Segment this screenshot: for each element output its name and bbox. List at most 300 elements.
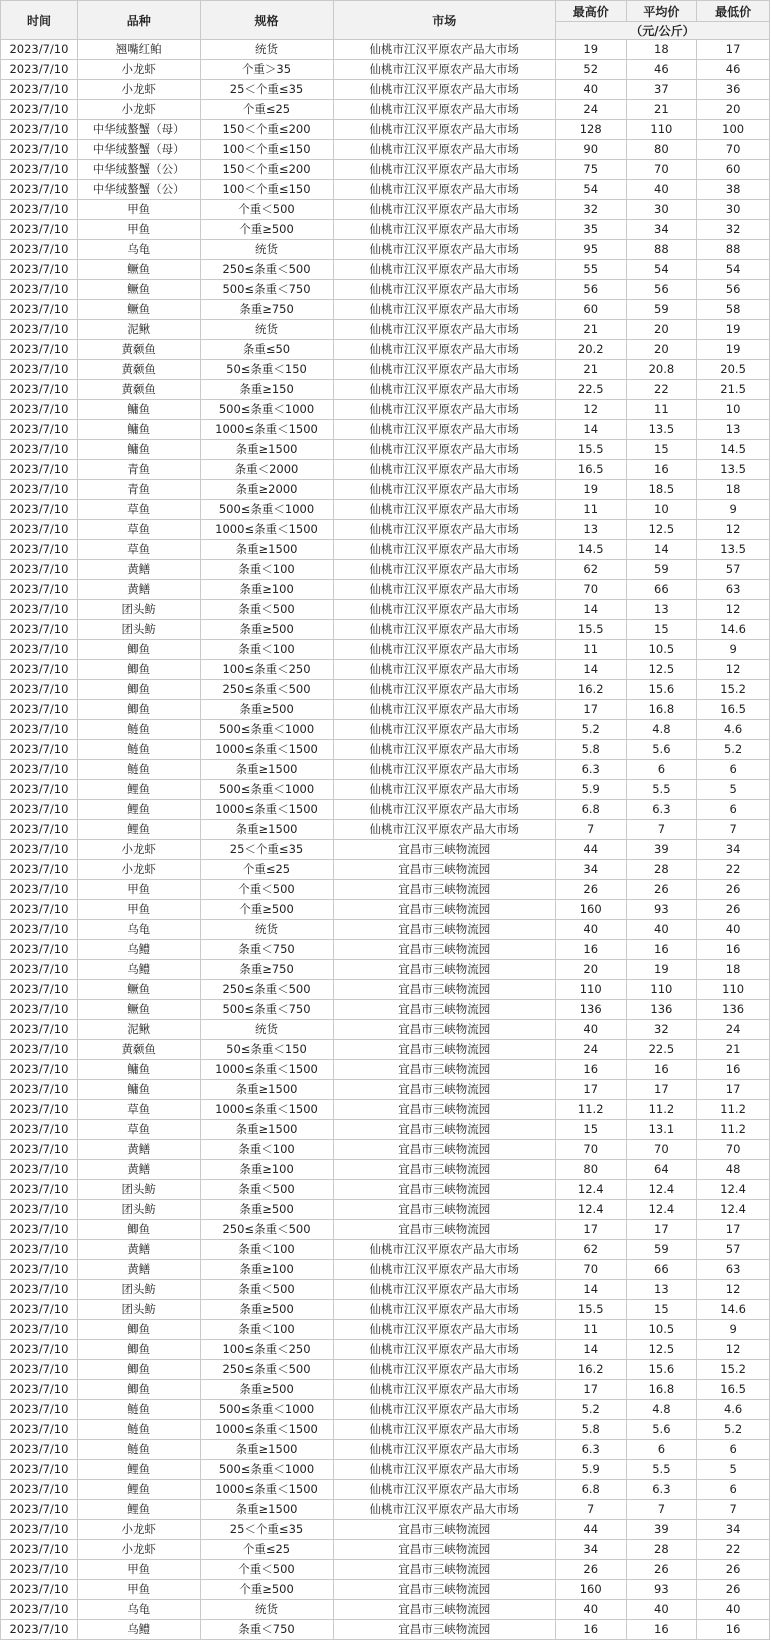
cell-max-price: 5.9: [555, 1460, 626, 1480]
table-row: [1, 440, 770, 460]
cell-max-price: 5.2: [555, 720, 626, 740]
cell-time: 2023/7/10: [1, 700, 78, 720]
cell-time: 2023/7/10: [1, 1140, 78, 1160]
cell-time: 2023/7/10: [1, 1120, 78, 1140]
cell-spec: 条重≥750: [200, 960, 333, 980]
cell-avg-price: 4.8: [626, 720, 697, 740]
cell-variety: 黄鳝: [77, 1140, 200, 1160]
cell-max-price: 35: [555, 220, 626, 240]
cell-time: 2023/7/10: [1, 340, 78, 360]
cell-min-price: 16: [697, 1620, 770, 1640]
cell-max-price: 6.8: [555, 800, 626, 820]
table-row: [1, 640, 770, 660]
cell-spec: 100≤条重＜250: [200, 660, 333, 680]
cell-min-price: 20.5: [697, 360, 770, 380]
cell-spec: 500≤条重＜1000: [200, 400, 333, 420]
table-row: [1, 420, 770, 440]
cell-time: 2023/7/10: [1, 860, 78, 880]
cell-market: 仙桃市江汉平原农产品大市场: [333, 480, 555, 500]
cell-spec: 条重≥100: [200, 580, 333, 600]
cell-max-price: 5.2: [555, 1400, 626, 1420]
cell-max-price: 14: [555, 660, 626, 680]
cell-max-price: 17: [555, 700, 626, 720]
cell-min-price: 16.5: [697, 1380, 770, 1400]
cell-market: 宜昌市三峡物流园: [333, 1040, 555, 1060]
cell-max-price: 136: [555, 1000, 626, 1020]
cell-min-price: 38: [697, 180, 770, 200]
table-header: [1, 1, 770, 40]
table-row: [1, 860, 770, 880]
cell-market: 仙桃市江汉平原农产品大市场: [333, 440, 555, 460]
cell-variety: 团头鲂: [77, 620, 200, 640]
cell-max-price: 70: [555, 1260, 626, 1280]
table-row: [1, 660, 770, 680]
table-row: [1, 480, 770, 500]
cell-avg-price: 80: [626, 140, 697, 160]
cell-time: 2023/7/10: [1, 140, 78, 160]
cell-avg-price: 18: [626, 40, 697, 60]
cell-time: 2023/7/10: [1, 60, 78, 80]
cell-max-price: 20: [555, 960, 626, 980]
cell-avg-price: 4.8: [626, 1400, 697, 1420]
cell-variety: 鳙鱼: [77, 440, 200, 460]
cell-variety: 草鱼: [77, 540, 200, 560]
cell-avg-price: 93: [626, 900, 697, 920]
cell-time: 2023/7/10: [1, 240, 78, 260]
cell-variety: 团头鲂: [77, 1200, 200, 1220]
cell-min-price: 18: [697, 960, 770, 980]
cell-time: 2023/7/10: [1, 520, 78, 540]
cell-spec: 条重≥500: [200, 1380, 333, 1400]
cell-avg-price: 18.5: [626, 480, 697, 500]
cell-spec: 条重＜750: [200, 1620, 333, 1640]
cell-variety: 鳙鱼: [77, 420, 200, 440]
cell-time: 2023/7/10: [1, 1400, 78, 1420]
cell-avg-price: 16.8: [626, 1380, 697, 1400]
cell-market: 仙桃市江汉平原农产品大市场: [333, 500, 555, 520]
table-row: [1, 340, 770, 360]
cell-variety: 翘嘴红鲌: [77, 40, 200, 60]
cell-max-price: 11: [555, 640, 626, 660]
cell-min-price: 7: [697, 820, 770, 840]
cell-market: 仙桃市江汉平原农产品大市场: [333, 780, 555, 800]
cell-time: 2023/7/10: [1, 1280, 78, 1300]
cell-avg-price: 26: [626, 880, 697, 900]
cell-spec: 条重＜500: [200, 600, 333, 620]
cell-variety: 甲鱼: [77, 880, 200, 900]
cell-variety: 鲫鱼: [77, 660, 200, 680]
cell-max-price: 6.8: [555, 1480, 626, 1500]
cell-max-price: 15.5: [555, 440, 626, 460]
cell-market: 仙桃市江汉平原农产品大市场: [333, 580, 555, 600]
cell-max-price: 16: [555, 1060, 626, 1080]
cell-spec: 条重≥1500: [200, 1120, 333, 1140]
cell-min-price: 57: [697, 1240, 770, 1260]
cell-market: 仙桃市江汉平原农产品大市场: [333, 760, 555, 780]
table-row: [1, 1300, 770, 1320]
cell-variety: 团头鲂: [77, 1280, 200, 1300]
cell-max-price: 34: [555, 1540, 626, 1560]
cell-avg-price: 13.5: [626, 420, 697, 440]
cell-time: 2023/7/10: [1, 40, 78, 60]
cell-time: 2023/7/10: [1, 680, 78, 700]
cell-variety: 鲫鱼: [77, 1220, 200, 1240]
cell-time: 2023/7/10: [1, 260, 78, 280]
table-row: [1, 940, 770, 960]
cell-time: 2023/7/10: [1, 760, 78, 780]
cell-market: 仙桃市江汉平原农产品大市场: [333, 200, 555, 220]
cell-market: 仙桃市江汉平原农产品大市场: [333, 680, 555, 700]
cell-min-price: 136: [697, 1000, 770, 1020]
cell-spec: 500≤条重＜750: [200, 1000, 333, 1020]
cell-max-price: 16: [555, 940, 626, 960]
cell-market: 宜昌市三峡物流园: [333, 840, 555, 860]
cell-variety: 鲤鱼: [77, 820, 200, 840]
cell-spec: 500≤条重＜1000: [200, 1400, 333, 1420]
cell-time: 2023/7/10: [1, 1540, 78, 1560]
cell-time: 2023/7/10: [1, 740, 78, 760]
cell-min-price: 56: [697, 280, 770, 300]
cell-avg-price: 12.5: [626, 1340, 697, 1360]
cell-variety: 鳙鱼: [77, 400, 200, 420]
cell-variety: 草鱼: [77, 500, 200, 520]
cell-avg-price: 22: [626, 380, 697, 400]
cell-avg-price: 5.5: [626, 1460, 697, 1480]
table-row: [1, 360, 770, 380]
cell-avg-price: 20: [626, 320, 697, 340]
cell-variety: 小龙虾: [77, 840, 200, 860]
table-row: [1, 680, 770, 700]
cell-avg-price: 136: [626, 1000, 697, 1020]
cell-time: 2023/7/10: [1, 160, 78, 180]
cell-min-price: 26: [697, 880, 770, 900]
table-row: [1, 780, 770, 800]
cell-min-price: 17: [697, 40, 770, 60]
cell-spec: 条重＜500: [200, 1280, 333, 1300]
cell-spec: 个重＞35: [200, 60, 333, 80]
cell-time: 2023/7/10: [1, 1560, 78, 1580]
table-row: [1, 1440, 770, 1460]
cell-market: 仙桃市江汉平原农产品大市场: [333, 460, 555, 480]
cell-variety: 小龙虾: [77, 860, 200, 880]
cell-time: 2023/7/10: [1, 480, 78, 500]
cell-max-price: 20.2: [555, 340, 626, 360]
cell-time: 2023/7/10: [1, 900, 78, 920]
cell-avg-price: 64: [626, 1160, 697, 1180]
cell-market: 仙桃市江汉平原农产品大市场: [333, 720, 555, 740]
table-row: [1, 1360, 770, 1380]
cell-market: 仙桃市江汉平原农产品大市场: [333, 640, 555, 660]
cell-variety: 甲鱼: [77, 220, 200, 240]
cell-spec: 条重≤50: [200, 340, 333, 360]
cell-min-price: 26: [697, 900, 770, 920]
cell-spec: 条重≥1500: [200, 820, 333, 840]
cell-market: 宜昌市三峡物流园: [333, 1520, 555, 1540]
table-row: [1, 720, 770, 740]
cell-max-price: 6.3: [555, 1440, 626, 1460]
cell-variety: 中华绒螯蟹（母）: [77, 140, 200, 160]
cell-market: 仙桃市江汉平原农产品大市场: [333, 1280, 555, 1300]
cell-max-price: 62: [555, 1240, 626, 1260]
cell-avg-price: 30: [626, 200, 697, 220]
cell-variety: 黄鳝: [77, 1260, 200, 1280]
cell-time: 2023/7/10: [1, 1340, 78, 1360]
header-spec: 规格: [200, 1, 333, 40]
table-row: [1, 600, 770, 620]
cell-min-price: 10: [697, 400, 770, 420]
cell-market: 仙桃市江汉平原农产品大市场: [333, 100, 555, 120]
cell-max-price: 75: [555, 160, 626, 180]
cell-max-price: 62: [555, 560, 626, 580]
cell-spec: 条重≥150: [200, 380, 333, 400]
cell-variety: 鳜鱼: [77, 1000, 200, 1020]
cell-time: 2023/7/10: [1, 920, 78, 940]
cell-spec: 250≤条重＜500: [200, 1220, 333, 1240]
cell-variety: 小龙虾: [77, 80, 200, 100]
cell-max-price: 22.5: [555, 380, 626, 400]
cell-spec: 250≤条重＜500: [200, 1360, 333, 1380]
table-row: [1, 1260, 770, 1280]
cell-variety: 鳜鱼: [77, 280, 200, 300]
cell-time: 2023/7/10: [1, 940, 78, 960]
cell-min-price: 7: [697, 1500, 770, 1520]
cell-variety: 小龙虾: [77, 1540, 200, 1560]
cell-avg-price: 12.5: [626, 660, 697, 680]
cell-market: 仙桃市江汉平原农产品大市场: [333, 1360, 555, 1380]
table-row: [1, 100, 770, 120]
cell-min-price: 34: [697, 840, 770, 860]
cell-spec: 1000≤条重＜1500: [200, 1060, 333, 1080]
table-row: [1, 1140, 770, 1160]
cell-spec: 500≤条重＜1000: [200, 1460, 333, 1480]
cell-variety: 鲤鱼: [77, 1460, 200, 1480]
cell-spec: 条重≥1500: [200, 1080, 333, 1100]
cell-max-price: 52: [555, 60, 626, 80]
table-row: [1, 560, 770, 580]
cell-max-price: 17: [555, 1380, 626, 1400]
cell-variety: 团头鲂: [77, 600, 200, 620]
header-max-price: 最高价: [555, 1, 626, 22]
cell-variety: 甲鱼: [77, 1580, 200, 1600]
cell-market: 仙桃市江汉平原农产品大市场: [333, 660, 555, 680]
cell-variety: 小龙虾: [77, 100, 200, 120]
cell-spec: 条重＜500: [200, 1180, 333, 1200]
cell-avg-price: 32: [626, 1020, 697, 1040]
cell-avg-price: 12.4: [626, 1180, 697, 1200]
table-row: [1, 160, 770, 180]
cell-min-price: 16: [697, 940, 770, 960]
cell-market: 宜昌市三峡物流园: [333, 880, 555, 900]
cell-min-price: 63: [697, 1260, 770, 1280]
cell-time: 2023/7/10: [1, 1160, 78, 1180]
cell-variety: 甲鱼: [77, 1560, 200, 1580]
cell-time: 2023/7/10: [1, 1600, 78, 1620]
cell-time: 2023/7/10: [1, 380, 78, 400]
cell-spec: 250≤条重＜500: [200, 680, 333, 700]
cell-time: 2023/7/10: [1, 840, 78, 860]
cell-variety: 团头鲂: [77, 1300, 200, 1320]
cell-spec: 个重≤25: [200, 100, 333, 120]
cell-max-price: 26: [555, 880, 626, 900]
cell-market: 宜昌市三峡物流园: [333, 1580, 555, 1600]
cell-variety: 鳜鱼: [77, 980, 200, 1000]
cell-spec: 250≤条重＜500: [200, 260, 333, 280]
cell-avg-price: 110: [626, 980, 697, 1000]
cell-market: 宜昌市三峡物流园: [333, 1600, 555, 1620]
cell-time: 2023/7/10: [1, 1580, 78, 1600]
table-row: [1, 240, 770, 260]
cell-spec: 1000≤条重＜1500: [200, 800, 333, 820]
cell-max-price: 7: [555, 820, 626, 840]
cell-max-price: 55: [555, 260, 626, 280]
cell-max-price: 34: [555, 860, 626, 880]
cell-avg-price: 20.8: [626, 360, 697, 380]
cell-market: 仙桃市江汉平原农产品大市场: [333, 340, 555, 360]
cell-variety: 草鱼: [77, 1120, 200, 1140]
cell-time: 2023/7/10: [1, 460, 78, 480]
cell-max-price: 5.8: [555, 1420, 626, 1440]
cell-market: 宜昌市三峡物流园: [333, 920, 555, 940]
cell-market: 仙桃市江汉平原农产品大市场: [333, 1340, 555, 1360]
cell-spec: 条重≥1500: [200, 1500, 333, 1520]
table-row: [1, 380, 770, 400]
cell-market: 宜昌市三峡物流园: [333, 860, 555, 880]
cell-time: 2023/7/10: [1, 320, 78, 340]
table-row: [1, 760, 770, 780]
cell-avg-price: 19: [626, 960, 697, 980]
cell-market: 仙桃市江汉平原农产品大市场: [333, 1500, 555, 1520]
cell-min-price: 22: [697, 860, 770, 880]
cell-spec: 统货: [200, 920, 333, 940]
cell-min-price: 4.6: [697, 1400, 770, 1420]
cell-max-price: 40: [555, 1600, 626, 1620]
cell-market: 宜昌市三峡物流园: [333, 1000, 555, 1020]
cell-variety: 黄鳝: [77, 1240, 200, 1260]
cell-avg-price: 6: [626, 1440, 697, 1460]
table-row: [1, 820, 770, 840]
cell-max-price: 16.2: [555, 1360, 626, 1380]
table-row: [1, 1380, 770, 1400]
cell-max-price: 40: [555, 80, 626, 100]
cell-time: 2023/7/10: [1, 1260, 78, 1280]
table-row: [1, 60, 770, 80]
cell-variety: 泥鳅: [77, 1020, 200, 1040]
cell-time: 2023/7/10: [1, 580, 78, 600]
cell-time: 2023/7/10: [1, 1480, 78, 1500]
cell-spec: 个重＜500: [200, 880, 333, 900]
table-row: [1, 1220, 770, 1240]
cell-spec: 100＜个重≤150: [200, 140, 333, 160]
cell-time: 2023/7/10: [1, 1320, 78, 1340]
cell-variety: 黄颡鱼: [77, 380, 200, 400]
table-row: [1, 1520, 770, 1540]
cell-spec: 条重≥750: [200, 300, 333, 320]
cell-max-price: 5.8: [555, 740, 626, 760]
cell-min-price: 9: [697, 500, 770, 520]
cell-min-price: 32: [697, 220, 770, 240]
table-row: [1, 1200, 770, 1220]
cell-avg-price: 34: [626, 220, 697, 240]
cell-avg-price: 10.5: [626, 640, 697, 660]
cell-spec: 条重＜100: [200, 1240, 333, 1260]
cell-time: 2023/7/10: [1, 420, 78, 440]
cell-time: 2023/7/10: [1, 440, 78, 460]
cell-market: 仙桃市江汉平原农产品大市场: [333, 1240, 555, 1260]
cell-time: 2023/7/10: [1, 780, 78, 800]
cell-variety: 鲢鱼: [77, 760, 200, 780]
cell-max-price: 11.2: [555, 1100, 626, 1120]
cell-max-price: 160: [555, 1580, 626, 1600]
cell-min-price: 30: [697, 200, 770, 220]
cell-spec: 个重≤25: [200, 860, 333, 880]
table-row: [1, 320, 770, 340]
cell-avg-price: 5.6: [626, 740, 697, 760]
cell-max-price: 14.5: [555, 540, 626, 560]
cell-variety: 鲢鱼: [77, 1440, 200, 1460]
cell-avg-price: 37: [626, 80, 697, 100]
cell-spec: 条重＜100: [200, 1140, 333, 1160]
cell-time: 2023/7/10: [1, 360, 78, 380]
cell-max-price: 24: [555, 100, 626, 120]
cell-min-price: 19: [697, 340, 770, 360]
cell-spec: 条重＜100: [200, 640, 333, 660]
table-row: [1, 1320, 770, 1340]
cell-spec: 250≤条重＜500: [200, 980, 333, 1000]
cell-avg-price: 10: [626, 500, 697, 520]
cell-spec: 150＜个重≤200: [200, 120, 333, 140]
cell-min-price: 70: [697, 1140, 770, 1160]
table-row: [1, 280, 770, 300]
cell-market: 仙桃市江汉平原农产品大市场: [333, 540, 555, 560]
cell-market: 仙桃市江汉平原农产品大市场: [333, 380, 555, 400]
cell-spec: 条重≥2000: [200, 480, 333, 500]
cell-spec: 50≤条重＜150: [200, 1040, 333, 1060]
cell-min-price: 12.4: [697, 1180, 770, 1200]
cell-spec: 个重≥500: [200, 220, 333, 240]
cell-max-price: 11: [555, 1320, 626, 1340]
cell-variety: 乌鳢: [77, 940, 200, 960]
cell-max-price: 14: [555, 1340, 626, 1360]
header-min-price: 最低价: [697, 1, 770, 22]
cell-min-price: 5: [697, 1460, 770, 1480]
cell-max-price: 6.3: [555, 760, 626, 780]
cell-min-price: 13.5: [697, 460, 770, 480]
header-avg-price: 平均价: [626, 1, 697, 22]
cell-market: 仙桃市江汉平原农产品大市场: [333, 740, 555, 760]
cell-spec: 500≤条重＜750: [200, 280, 333, 300]
cell-avg-price: 5.5: [626, 780, 697, 800]
cell-min-price: 34: [697, 1520, 770, 1540]
cell-time: 2023/7/10: [1, 1100, 78, 1120]
cell-spec: 条重≥500: [200, 1300, 333, 1320]
cell-avg-price: 40: [626, 180, 697, 200]
cell-max-price: 15.5: [555, 1300, 626, 1320]
cell-spec: 个重＜500: [200, 200, 333, 220]
cell-avg-price: 70: [626, 160, 697, 180]
cell-spec: 500≤条重＜1000: [200, 720, 333, 740]
cell-min-price: 14.6: [697, 1300, 770, 1320]
cell-avg-price: 13: [626, 600, 697, 620]
cell-max-price: 95: [555, 240, 626, 260]
cell-time: 2023/7/10: [1, 1460, 78, 1480]
cell-time: 2023/7/10: [1, 80, 78, 100]
cell-max-price: 15: [555, 1120, 626, 1140]
cell-market: 宜昌市三峡物流园: [333, 960, 555, 980]
table-row: [1, 520, 770, 540]
cell-market: 仙桃市江汉平原农产品大市场: [333, 1300, 555, 1320]
cell-min-price: 20: [697, 100, 770, 120]
table-row: [1, 260, 770, 280]
